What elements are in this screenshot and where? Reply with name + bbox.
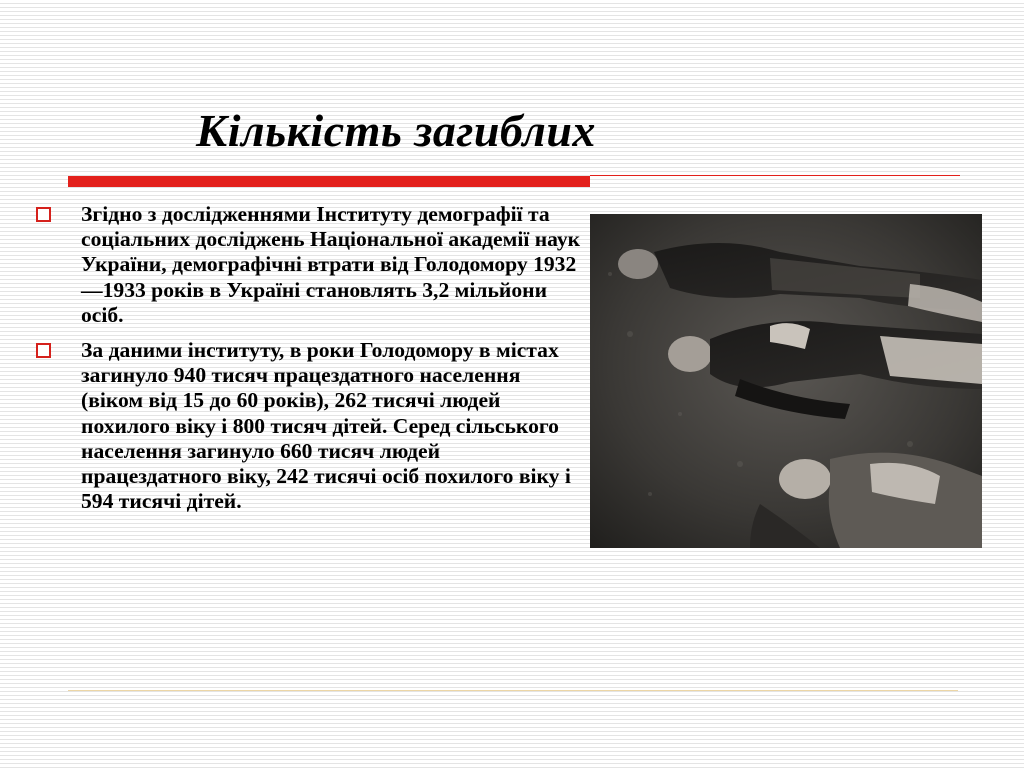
footer-rule [68,690,958,691]
title-underline-thin [590,175,960,176]
bullet-text-2: За даними інституту, в роки Голодомору в містах загинуло 940 тисяч працездатного населення (віком від 15 до 60 років), 262 тисячі людей похилого віку і 800 тисяч дітей. Серед сільського населення загинуло 660 тисяч людей працездатного віку, 242 тисячі осіб похилого віку і 594 тисячі дітей. [81,338,571,514]
bullet-item-1 [36,202,584,328]
hollow-square-bullet-icon [36,343,51,358]
historical-photo [590,214,982,548]
title-underline-thick [68,176,590,187]
slide-title: Кількість загиблих [196,105,596,156]
hollow-square-bullet-icon [36,207,51,222]
photo-illustration [590,214,982,548]
bullet-item-2 [36,338,584,514]
bullet-list [36,202,584,524]
bullet-text-1: Згідно з дослідженнями Інституту демографії та соціальних досліджень Національної академії наук України, демографічні втрати від Голодомору 1932—1933 років в Україні становлять 3,2 мільйони осіб. [81,202,581,327]
